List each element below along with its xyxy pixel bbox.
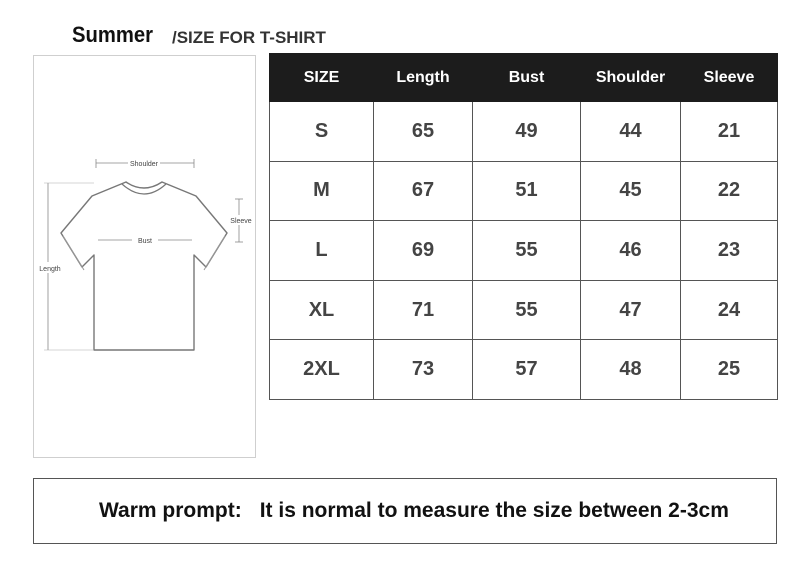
cell-sleeve: 21 — [681, 102, 778, 162]
table-row — [270, 102, 778, 162]
header-bust: Bust — [473, 54, 581, 102]
cell-bust: 55 — [473, 280, 581, 340]
tshirt-diagram — [33, 55, 256, 458]
cell-sleeve: 23 — [681, 221, 778, 281]
cell-bust: 51 — [473, 161, 581, 221]
table-row — [270, 280, 778, 340]
header-length: Length — [374, 54, 473, 102]
table-row — [270, 221, 778, 281]
cell-length: 69 — [374, 221, 473, 281]
cell-bust: 55 — [473, 221, 581, 281]
cell-sleeve: 24 — [681, 280, 778, 340]
cell-size: 2XL — [270, 340, 374, 400]
page-title: Summer — [72, 22, 154, 47]
header-sleeve: Sleeve — [681, 54, 778, 102]
cell-shoulder: 48 — [581, 340, 681, 400]
cell-bust: 57 — [473, 340, 581, 400]
notice-text: It is normal to measure the size between 2-3cm — [259, 499, 729, 522]
tshirt-outline-icon — [34, 56, 257, 459]
cell-bust: 49 — [473, 102, 581, 162]
cell-sleeve: 25 — [681, 340, 778, 400]
cell-shoulder: 47 — [581, 280, 681, 340]
length-label: Length — [39, 266, 61, 273]
bust-label: Bust — [137, 238, 153, 245]
cell-size: M — [270, 161, 374, 221]
cell-length: 65 — [374, 102, 473, 162]
size-chart-table — [269, 53, 778, 400]
cell-length: 71 — [374, 280, 473, 340]
notice-label: Warm prompt: — [99, 499, 242, 522]
sleeve-label: Sleeve — [230, 218, 252, 225]
cell-shoulder: 46 — [581, 221, 681, 281]
cell-length: 73 — [374, 340, 473, 400]
warm-prompt-notice — [33, 478, 777, 544]
cell-shoulder: 45 — [581, 161, 681, 221]
header-shoulder: Shoulder — [581, 54, 681, 102]
table-row — [270, 340, 778, 400]
page-subtitle: /SIZE FOR T-SHIRT — [172, 28, 326, 47]
cell-sleeve: 22 — [681, 161, 778, 221]
cell-size: L — [270, 221, 374, 281]
table-row — [270, 161, 778, 221]
shoulder-label: Shoulder — [129, 161, 159, 168]
header-size: SIZE — [270, 54, 374, 102]
cell-shoulder: 44 — [581, 102, 681, 162]
cell-size: S — [270, 102, 374, 162]
cell-size: XL — [270, 280, 374, 340]
table-header-row — [270, 54, 778, 102]
cell-length: 67 — [374, 161, 473, 221]
